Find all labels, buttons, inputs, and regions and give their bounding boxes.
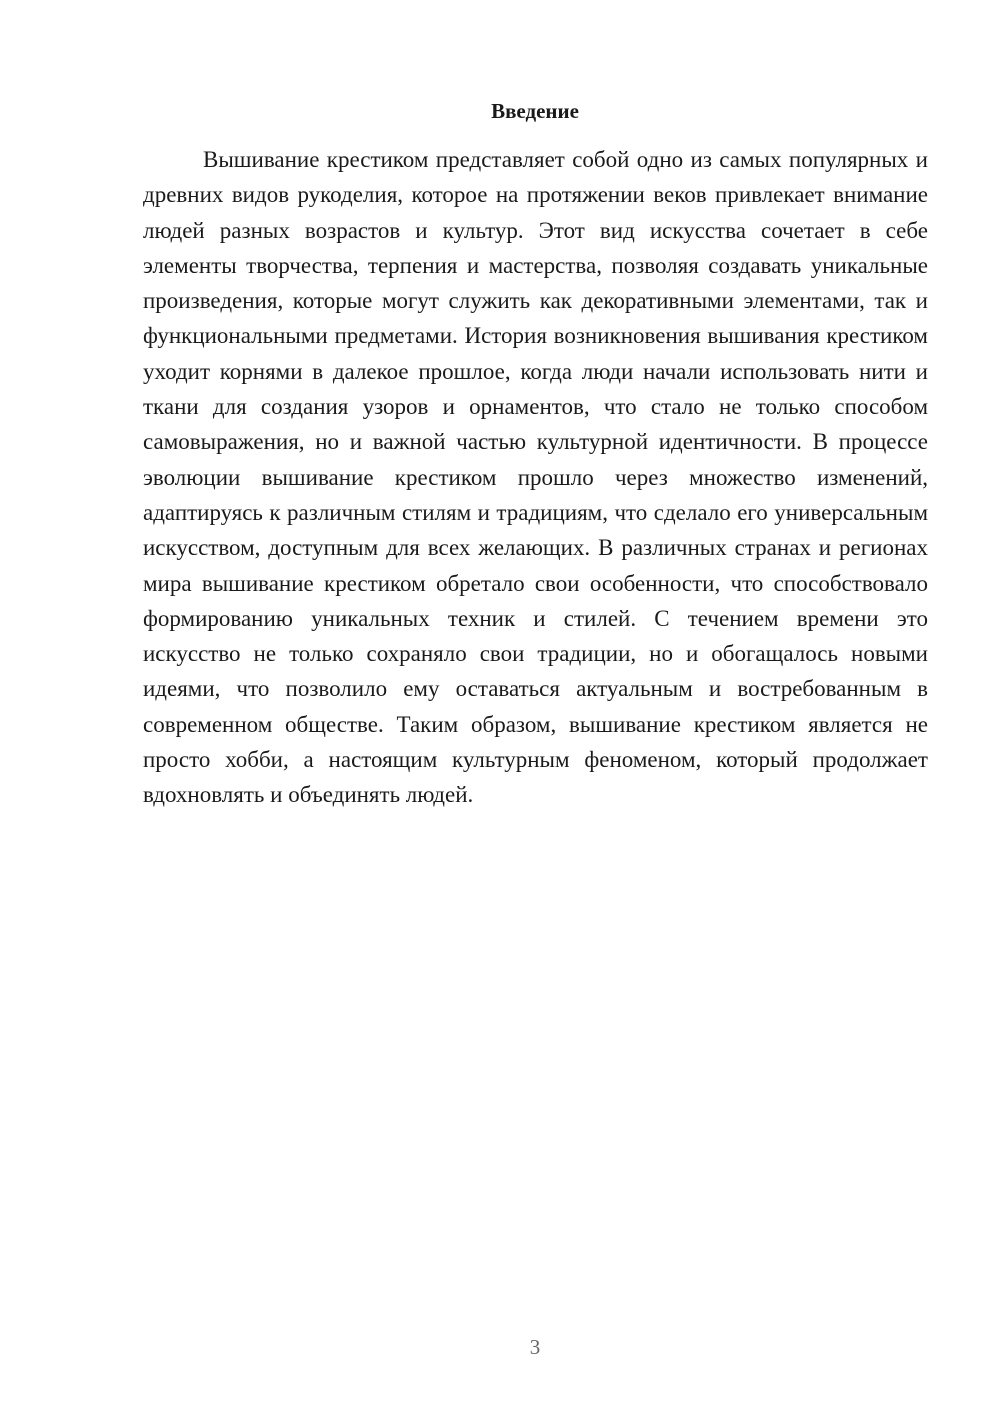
- body-paragraph: Вышивание крестиком представляет собой одно из самых популярных и древних видов рукоделия, которое на протяжении веков привлекает внимание людей разных возрастов и культур. Этот вид искусства сочетает в себе элементы творчества, терпения и мастерства, позволяя создавать уникальные произведения, которые могут служить как декоративными элементами, так и функциональными предметами. История возникновения вышивания крестиком уходит корнями в далекое прошлое, когда люди начали использовать нити и ткани для создания узоров и орнаментов, что стало не только способом самовыражения, но и важной частью культурной идентичности. В процессе эволюции вышивание крестиком прошло через множество изменений, адаптируясь к различным стилям и традициям, что сделало его универсальным искусством, доступным для всех желающих. В различных странах и регионах мира вышивание крестиком обретало свои особенности, что способствовало формированию уникальных техник и стилей. С течением времени это искусство не только сохраняло свои традиции, но и обогащалось новыми идеями, что позволило ему оставаться актуальным и востребованным в современном обществе. Таким образом, вышивание крестиком является не просто хобби, а настоящим культурным феноменом, который продолжает вдохновлять и объединять людей.: [143, 147, 928, 808]
- section-heading: Введение: [491, 99, 579, 123]
- page-number: 3: [529, 1335, 541, 1359]
